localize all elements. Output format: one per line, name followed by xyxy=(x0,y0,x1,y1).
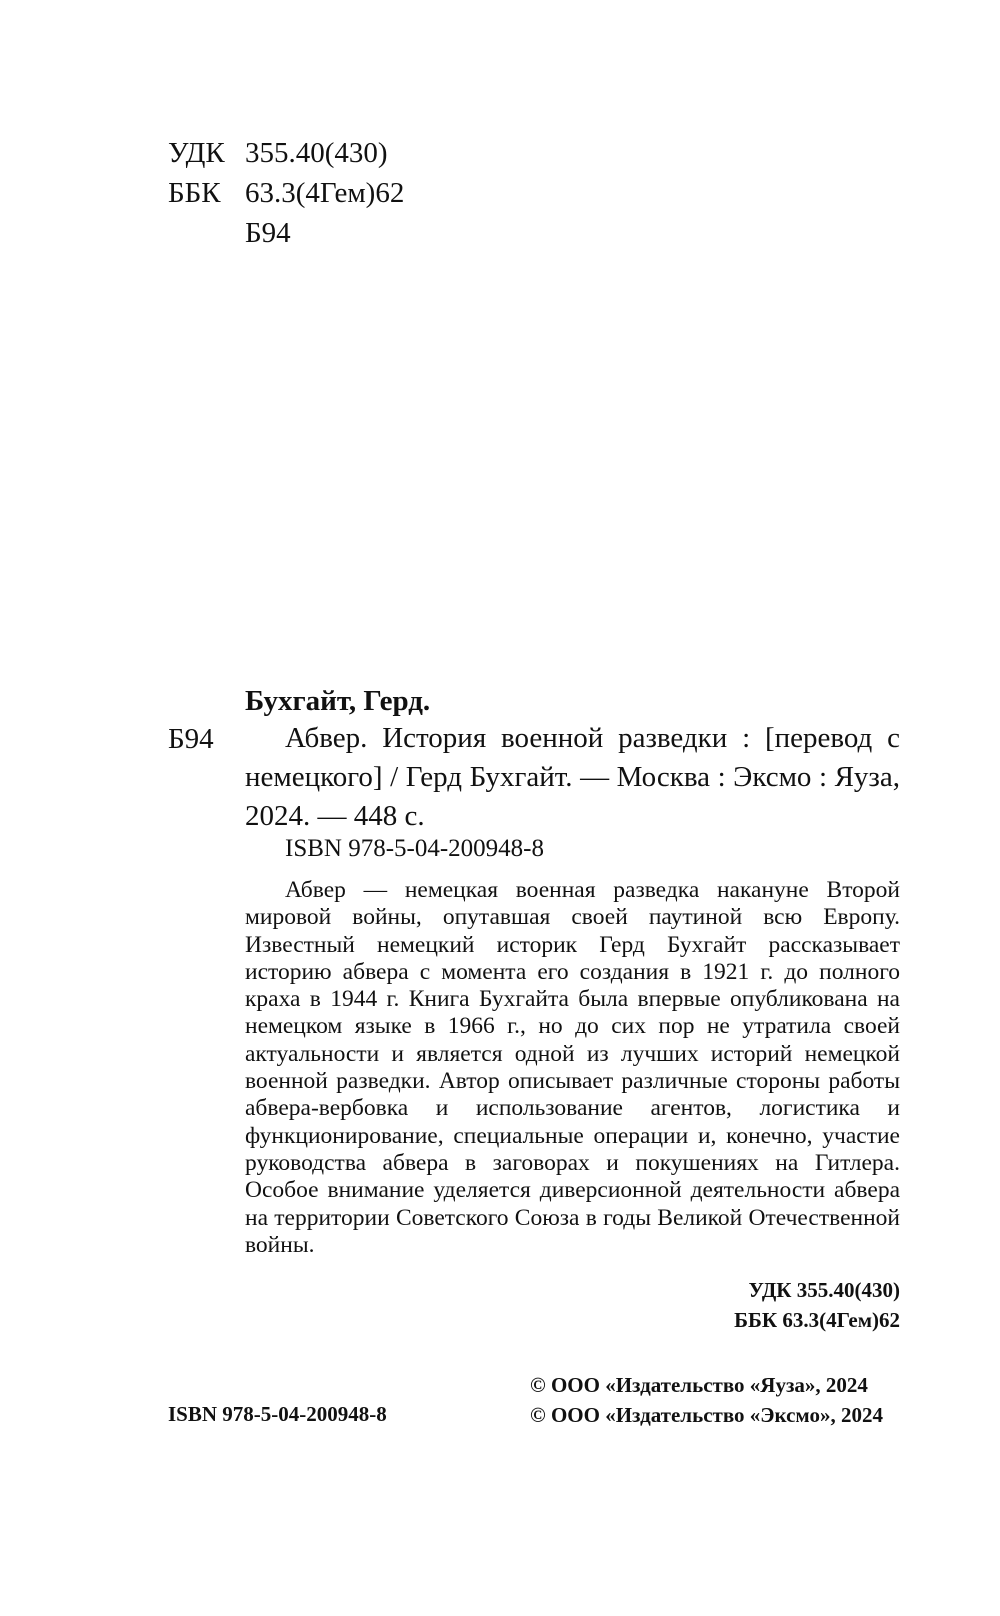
copyright-yauza: © ООО «Издательство «Яуза», 2024 xyxy=(530,1373,868,1397)
author-mark-line xyxy=(0,213,1000,253)
abstract-bbk: ББК 63.3(4Гем)62 xyxy=(734,1308,900,1332)
author-mark: Б94 xyxy=(245,217,291,249)
abstract-codes xyxy=(734,1275,900,1335)
bib-description: Абвер. История военной разведки : [перевод с немецкого] / Герд Бухгайт. — Москва : Эксмо : Яуза, 2024. — 448 с. xyxy=(245,722,900,832)
udk-value: 355.40(430) xyxy=(245,137,388,169)
bbk-label: ББК xyxy=(168,177,221,209)
footer-isbn: ISBN 978-5-04-200948-8 xyxy=(168,1402,387,1426)
abstract-udk: УДК 355.40(430) xyxy=(748,1278,900,1302)
bib-author-mark: Б94 xyxy=(168,723,214,755)
abstract-text: Абвер — немецкая военная разведка накануне Второй мировой войны, опутавшая своей паутиной всю Европу. Известный немецкий историк Герд Бухгайт рассказывает историю абвера с момента его создания в 1921 г. до полного краха в 1944 г. Книга Бухгайта была впервые опубликована на немецком языке в 1966 г., но до сих пор не утратила своей актуальности и является одной из лучших историй немецкой военной разведки. Автор описывает различные стороны работы абвера-вербовка и использование агентов, логистика и функционирование, специальные операции и, конечно, участие руководства абвера в заговорах и покушениях на Гитлера. Особое внимание уделяется диверсионной деятельности абвера на территории Советского Союза в годы Великой Отечественной войны. xyxy=(245,877,900,1258)
copyright-eksmo: © ООО «Издательство «Эксмо», 2024 xyxy=(530,1403,883,1427)
copyright-block xyxy=(530,1370,900,1430)
bib-isbn: ISBN 978-5-04-200948-8 xyxy=(285,835,545,862)
bbk-value: 63.3(4Гем)62 xyxy=(245,177,405,209)
bbk-line xyxy=(0,173,1000,213)
udk-line xyxy=(0,133,1000,173)
author-name: Бухгайт, Герд. xyxy=(245,685,431,717)
udk-label: УДК xyxy=(168,137,225,169)
